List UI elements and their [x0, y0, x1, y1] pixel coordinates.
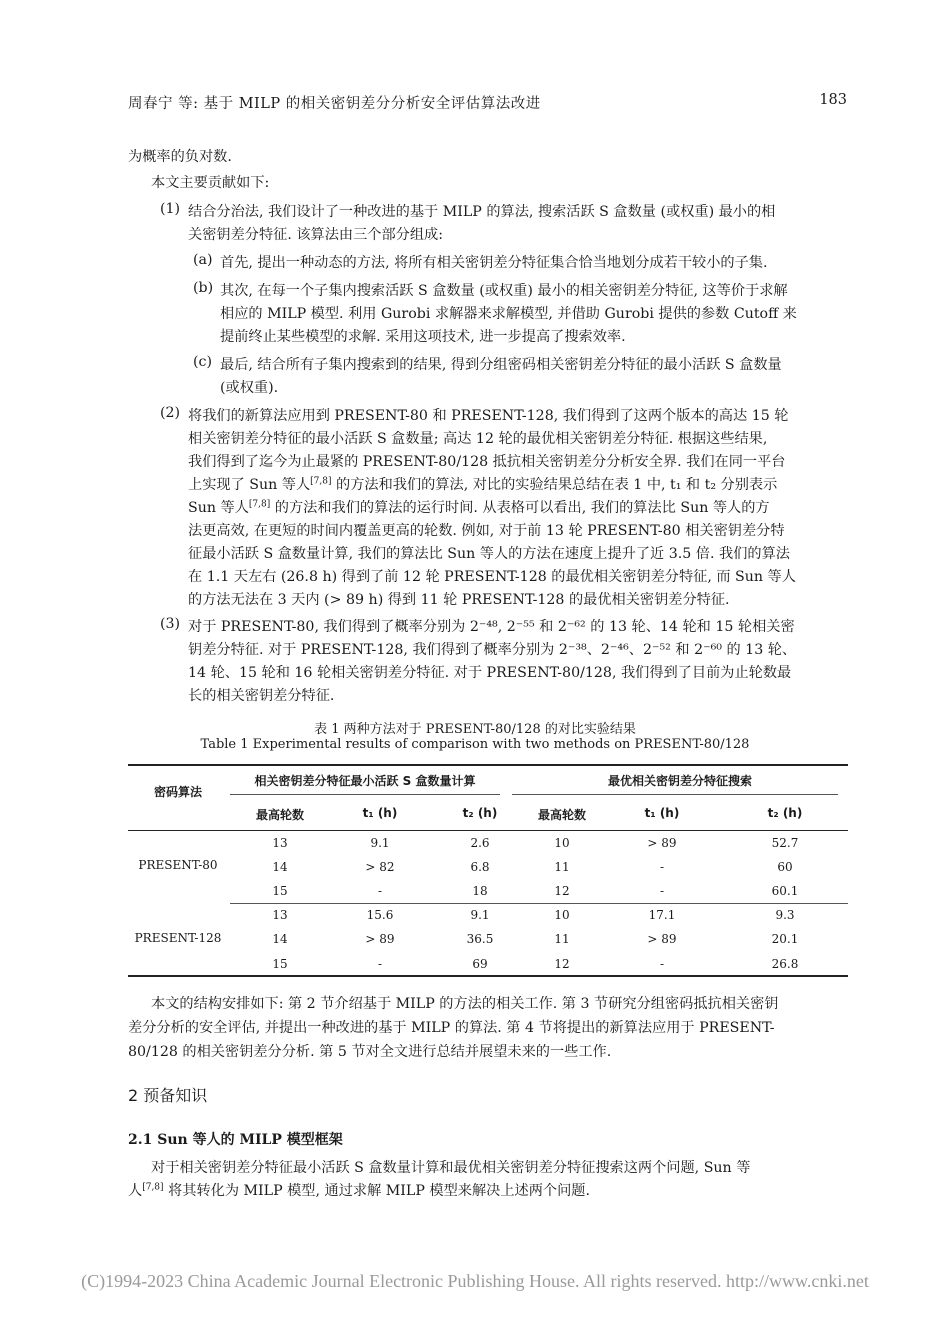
- table-cell: 12: [554, 957, 570, 971]
- table-cell: 36.5: [466, 932, 494, 946]
- text-span: 的方法和我们的算法, 对比的实验结果总结在表 1 中, t₁ 和 t₂ 分别表示: [336, 477, 778, 493]
- table-cell: 15.6: [366, 908, 394, 922]
- table-cell: 9.1: [370, 836, 390, 850]
- table-cell: 12: [554, 884, 570, 898]
- table-top-rule: [128, 764, 848, 766]
- table-cell: 10: [554, 908, 570, 922]
- citation[interactable]: [7,8]: [142, 1182, 164, 1193]
- table-cell: 15: [272, 957, 288, 971]
- sub-header-cell: 最高轮数: [255, 808, 304, 822]
- item-number: (3): [160, 616, 181, 632]
- table-cell: 14: [272, 860, 288, 874]
- table-cell: 20.1: [771, 932, 799, 946]
- table-cell: 17.1: [648, 908, 676, 922]
- body-line: [128, 1180, 590, 1200]
- table-cell: 9.3: [775, 908, 795, 922]
- table-cell: -: [377, 884, 383, 898]
- header-rule: [128, 830, 848, 831]
- structure-line: 差分分析的安全评估, 并提出一种改进的基于 MILP 的算法. 第 4 节将提出的新算法应用于 PRESENT-: [128, 1020, 775, 1036]
- table-cell: 14: [272, 932, 288, 946]
- group-header-1: 相关密钥差分特征最小活跃 S 盒数量计算: [254, 774, 476, 788]
- table-cell: 13: [272, 908, 288, 922]
- subitem-b-line: 其次, 在每一个子集内搜索活跃 S 盒数量 (或权重) 最小的相关密钥差分特征, 这等价于求解: [220, 283, 788, 299]
- contribution-2-line: 我们得到了迄今为止最紧的 PRESENT-80/128 抵抗相关密钥差分分析安全界. 我们在同一平台: [188, 454, 786, 470]
- sub-header-cell: t₁ (h): [362, 806, 398, 820]
- table-cell: 69: [472, 957, 488, 971]
- contribution-1-line: 关密钥差分特征. 该算法由三个部分组成:: [188, 227, 443, 243]
- table-cell: > 89: [365, 932, 395, 946]
- subitem-b-line: 提前终止某些模型的求解. 采用这项技术, 进一步提高了搜索效率.: [220, 329, 626, 345]
- text-span: 的方法和我们的算法的运行时间. 从表格可以看出, 我们的算法比 Sun 等人的方: [274, 500, 770, 516]
- contribution-2-line: 将我们的新算法应用到 PRESENT-80 和 PRESENT-128, 我们得到了这两个版本的高达 15 轮: [188, 408, 789, 424]
- contribution-3-line: 钥差分特征. 对于 PRESENT-128, 我们得到了概率分别为 2⁻³⁸、2⁻⁴⁶、2⁻⁵² 和 2⁻⁶⁰ 的 13 轮、: [188, 642, 797, 658]
- contribution-2-line: 在 1.1 天左右 (26.8 h) 得到了前 12 轮 PRESENT-128 的最优相关密钥差分特征, 而 Sun 等人: [188, 569, 796, 585]
- contribution-2-line: [188, 497, 770, 517]
- group-rule: [230, 794, 500, 795]
- table-cell: > 89: [647, 836, 677, 850]
- contribution-3-line: 对于 PRESENT-80, 我们得到了概率分别为 2⁻⁴⁸, 2⁻⁵⁵ 和 2⁻⁶² 的 13 轮、14 轮和 15 轮相关密: [188, 619, 795, 635]
- contribution-2-line: 相关密钥差分特征的最小活跃 S 盒数量; 高达 12 轮的最优相关密钥差分特征. 根据这些结果,: [188, 431, 768, 447]
- text-span: 人: [128, 1183, 143, 1199]
- subitem-a-line: 首先, 提出一种动态的方法, 将所有相关密钥差分特征集合恰当地划分成若干较小的子集.: [220, 255, 768, 271]
- table-cell: -: [659, 884, 665, 898]
- copyright-footer: (C)1994-2023 China Academic Journal Electronic Publishing House. All rights reserved. http://www.cnki.net: [81, 1271, 869, 1291]
- table-cell: -: [659, 957, 665, 971]
- intro-line: 为概率的负对数.: [128, 149, 232, 165]
- table-cell: 11: [554, 860, 570, 874]
- contribution-2-line: [188, 474, 777, 494]
- contributions-intro: 本文主要贡献如下:: [151, 175, 270, 191]
- table-cell: 11: [554, 932, 570, 946]
- contribution-1-line: 结合分治法, 我们设计了一种改进的基于 MILP 的算法, 搜索活跃 S 盒数量 (或权重) 最小的相: [188, 204, 776, 220]
- contribution-2-line: 的方法无法在 3 天内 (> 89 h) 得到 11 轮 PRESENT-128 的最优相关密钥差分特征.: [188, 592, 730, 608]
- contribution-3-line: 14 轮、15 轮和 16 轮相关密钥差分特征. 对于 PRESENT-80/128, 我们得到了目前为止轮数最: [188, 665, 792, 681]
- table-cell: 13: [272, 836, 288, 850]
- table-caption-zh: 表 1 两种方法对于 PRESENT-80/128 的对比实验结果: [314, 722, 636, 737]
- section-rule: [230, 903, 848, 904]
- table-cell: > 89: [647, 932, 677, 946]
- subitem-c-line: 最后, 结合所有子集内搜索到的结果, 得到分组密码相关密钥差分特征的最小活跃 S 盒数量: [220, 357, 782, 373]
- contribution-3-line: 长的相关密钥差分特征.: [188, 688, 335, 704]
- table-cell: 60.1: [771, 884, 799, 898]
- table-cell: 15: [272, 884, 288, 898]
- subitem-b-line: 相应的 MILP 模型. 利用 Gurobi 求解器来求解模型, 并借助 Gurobi 提供的参数 Cutoff 来: [220, 306, 797, 322]
- group-rule: [512, 794, 838, 795]
- subitem-c-line: (或权重).: [220, 380, 279, 396]
- cipher-name: PRESENT-128: [134, 931, 222, 945]
- sub-header-cell: t₂ (h): [767, 806, 803, 820]
- subsection-heading: 2.1 Sun 等人的 MILP 模型框架: [128, 1132, 343, 1148]
- page-number: 183: [819, 92, 847, 108]
- running-header: 周春宁 等: 基于 MILP 的相关密钥差分分析安全评估算法改进: [128, 96, 541, 112]
- structure-line: 80/128 的相关密钥差分分析. 第 5 节对全文进行总结并展望未来的一些工作.: [128, 1044, 612, 1060]
- citation[interactable]: [7,8]: [248, 499, 271, 510]
- table-caption-en: Table 1 Experimental results of comparison with two methods on PRESENT-80/128: [200, 737, 750, 752]
- contribution-2-line: 征最小活跃 S 盒数量计算, 我们的算法比 Sun 等人的方法在速度上提升了近 3.5 倍. 我们的算法: [188, 546, 790, 562]
- text-span: 将其转化为 MILP 模型, 通过求解 MILP 模型来解决上述两个问题.: [168, 1183, 590, 1199]
- citation[interactable]: [7,8]: [310, 476, 332, 487]
- item-number: (2): [160, 405, 181, 421]
- group-header-2: 最优相关密钥差分特征搜索: [607, 774, 752, 788]
- table-cell: > 82: [365, 860, 395, 874]
- table-cell: 60: [777, 860, 793, 874]
- body-line: 对于相关密钥差分特征最小活跃 S 盒数量计算和最优相关密钥差分特征搜索这两个问题, Sun 等: [151, 1160, 751, 1176]
- table-cell: 9.1: [470, 908, 490, 922]
- table-cell: 18: [472, 884, 488, 898]
- table-cell: 52.7: [771, 836, 799, 850]
- table-cell: -: [659, 860, 665, 874]
- table-bottom-rule: [128, 975, 848, 977]
- table-cell: 2.6: [470, 836, 490, 850]
- col-header-cipher: 密码算法: [153, 785, 202, 799]
- text-span: 上实现了 Sun 等人: [188, 477, 311, 493]
- text-span: Sun 等人: [188, 500, 249, 516]
- sub-header-cell: 最高轮数: [537, 808, 586, 822]
- subitem-number: (b): [193, 280, 214, 296]
- subitem-number: (a): [193, 252, 213, 268]
- sub-header-cell: t₂ (h): [462, 806, 498, 820]
- table-cell: 26.8: [771, 957, 799, 971]
- section-heading: 2 预备知识: [128, 1086, 208, 1105]
- subitem-number: (c): [193, 354, 213, 370]
- table-cell: 6.8: [470, 860, 490, 874]
- table-cell: -: [377, 957, 383, 971]
- item-number: (1): [160, 201, 181, 217]
- table-cell: 10: [554, 836, 570, 850]
- sub-header-cell: t₁ (h): [644, 806, 680, 820]
- cipher-name: PRESENT-80: [138, 858, 218, 872]
- structure-line: 本文的结构安排如下: 第 2 节介绍基于 MILP 的方法的相关工作. 第 3 节研究分组密码抵抗相关密钥: [151, 996, 779, 1012]
- contribution-2-line: 法更高效, 在更短的时间内覆盖更高的轮数. 例如, 对于前 13 轮 PRESENT-80 相关密钥差分特: [188, 523, 785, 539]
